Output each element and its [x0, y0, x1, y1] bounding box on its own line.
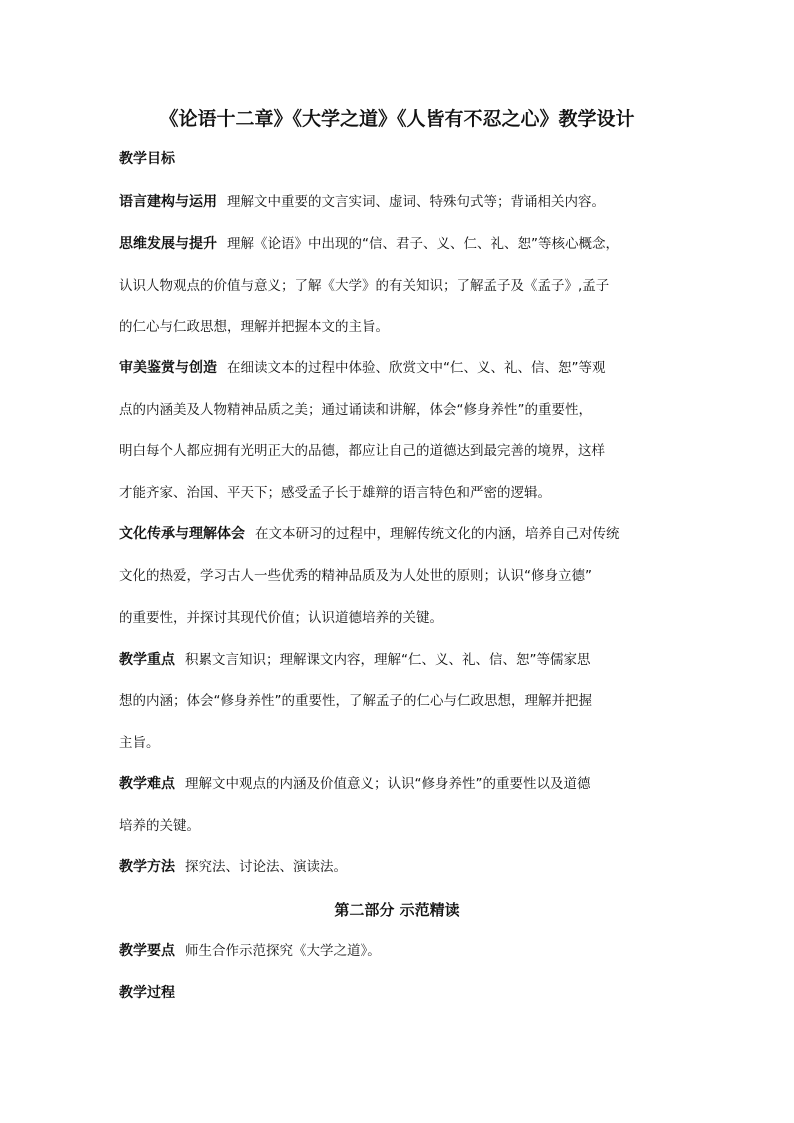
goal-culture-label: 文化传承与理解体会: [119, 526, 245, 542]
difficulties-line-2: 培养的关键。: [119, 818, 200, 834]
goal-thinking-line-2: 认识人物观点的价值与意义；了解《大学》的有关知识；了解孟子及《孟子》,孟子: [119, 278, 610, 294]
goal-culture-line-2: 文化的热爱，学习古人一些优秀的精神品质及为人处世的原则；认识“修身立德”: [119, 568, 592, 584]
goal-language-text: 理解文中重要的文言实词、虚词、特殊句式等；背诵相关内容。: [227, 194, 605, 210]
key-points-line-2: 想的内涵；体会“修身养性”的重要性，了解孟子的仁心与仁政思想，理解并把握: [119, 693, 592, 709]
goal-culture-text-1: 在文本研习的过程中，理解传统文化的内涵，培养自己对传统: [255, 526, 620, 542]
key-points-text-1: 积累文言知识；理解课文内容，理解“仁、义、礼、信、恕”等儒家思: [185, 652, 591, 668]
key-points-line-3: 主旨。: [119, 735, 160, 751]
difficulties-text-1: 理解文中观点的内涵及价值意义；认识“修身养性”的重要性以及道德: [185, 776, 591, 792]
key-points-label: 教学重点: [119, 652, 175, 668]
goal-aesthetic-line-3: 明白每个人都应拥有光明正大的品德，都应让自己的道德达到最完善的境界，这样: [119, 443, 605, 459]
process-heading: 教学过程: [119, 985, 175, 1001]
goal-thinking-line-3: 的仁心与仁政思想，理解并把握本文的主旨。: [119, 319, 389, 335]
goal-aesthetic-line-4: 才能齐家、治国、平天下；感受孟子长于雄辩的语言特色和严密的逻辑。: [119, 485, 551, 501]
goal-aesthetic-text-1: 在细读文本的过程中体验、欣赏文中“仁、义、礼、信、恕”等观: [227, 360, 606, 376]
goals-heading: 教学目标: [119, 151, 175, 167]
goal-language: [119, 192, 679, 212]
goal-thinking-line-1: [119, 234, 679, 254]
goal-culture-line-3: 的重要性，并探讨其现代价值；认识道德培养的关键。: [119, 610, 443, 626]
essentials-line: [119, 941, 679, 961]
goal-aesthetic-line-1: [119, 358, 679, 378]
methods-label: 教学方法: [119, 859, 175, 875]
methods-text: 探究法、讨论法、演读法。: [185, 859, 347, 875]
goal-thinking-text-1: 理解《论语》中出现的“信、君子、义、仁、礼、恕”等核心概念，: [227, 236, 619, 252]
methods-line: [119, 857, 679, 877]
goal-thinking-label: 思维发展与提升: [119, 236, 217, 252]
goal-aesthetic-line-2: 点的内涵美及人物精神品质之美；通过诵读和讲解，体会“修身养性”的重要性，: [119, 402, 592, 418]
goal-culture-line-1: [119, 524, 679, 544]
difficulties-label: 教学难点: [119, 776, 175, 792]
goal-aesthetic-label: 审美鉴赏与创造: [119, 360, 217, 376]
essentials-label: 教学要点: [119, 943, 175, 959]
document-title: 《论语十二章》《大学之道》《人皆有不忍之心》教学设计: [159, 108, 635, 130]
key-points-line-1: [119, 650, 679, 670]
essentials-text: 师生合作示范探究《大学之道》。: [185, 943, 381, 959]
part-two-heading: 第二部分 示范精读: [334, 901, 460, 919]
difficulties-line-1: [119, 774, 679, 794]
goal-language-label: 语言建构与运用: [119, 194, 217, 210]
